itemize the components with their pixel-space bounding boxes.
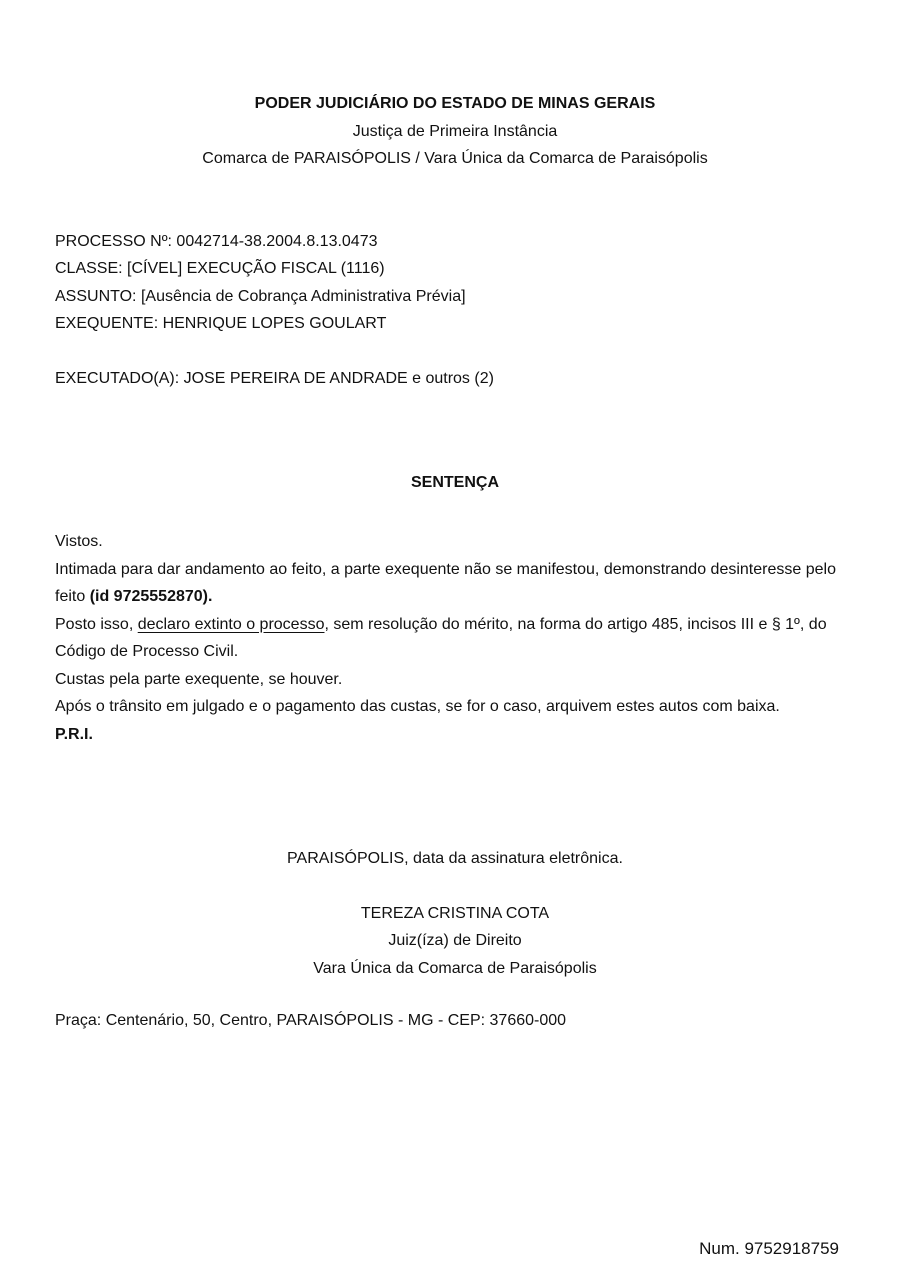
extinction-phrase: declaro extinto o processo — [137, 615, 325, 633]
vistos-paragraph: Vistos. — [55, 533, 103, 550]
instance-line: Justiça de Primeira Instância — [352, 123, 558, 140]
custas-paragraph: Custas pela parte exequente, se houver. — [55, 670, 343, 688]
document-title: SENTENÇA — [410, 474, 499, 491]
intimada-paragraph — [55, 556, 860, 611]
processo-number: PROCESSO Nº: 0042714-38.2004.8.13.0473 — [55, 233, 378, 250]
assunto-line: ASSUNTO: [Ausência de Cobrança Administrativa Prévia] — [55, 288, 466, 305]
apos-paragraph: Após o trânsito em julgado e o pagamento das custas, se for o caso, arquivem estes autos com baixa. — [55, 698, 780, 715]
court-address: Praça: Centenário, 50, Centro, PARAISÓPOLIS - MG - CEP: 37660-000 — [55, 1012, 567, 1029]
posto-post-text: , sem resolução do mérito, na forma do artigo 485, incisos III e § 1º, do Código de Processo Civil. — [55, 615, 827, 660]
judge-name: TEREZA CRISTINA COTA — [360, 905, 550, 922]
exequente-line: EXEQUENTE: HENRIQUE LOPES GOULART — [55, 315, 387, 332]
pri-line: P.R.I. — [55, 725, 93, 743]
posto-pre-text: Posto isso, — [55, 615, 138, 633]
sentence-body — [55, 528, 860, 748]
judge-role: Juiz(íza) de Direito — [388, 932, 522, 949]
executado-line: EXECUTADO(A): JOSE PEREIRA DE ANDRADE e outros (2) — [55, 370, 494, 387]
district-line: Comarca de PARAISÓPOLIS / Vara Única da Comarca de Paraisópolis — [202, 150, 708, 167]
place-date-line: PARAISÓPOLIS, data da assinatura eletrônica. — [287, 850, 623, 867]
classe-line: CLASSE: [CÍVEL] EXECUÇÃO FISCAL (1116) — [55, 260, 385, 277]
posto-paragraph — [55, 611, 860, 666]
document-number: Num. 9752918759 — [699, 1239, 839, 1258]
court-heading: PODER JUDICIÁRIO DO ESTADO DE MINAS GERAIS — [254, 95, 656, 112]
signature-court: Vara Única da Comarca de Paraisópolis — [313, 960, 597, 977]
document-id-ref: (id 9725552870). — [89, 588, 213, 605]
intimada-text: Intimada para dar andamento ao feito, a parte exequente não se manifestou, demonstrando desinteresse pelo feito — [55, 560, 836, 605]
